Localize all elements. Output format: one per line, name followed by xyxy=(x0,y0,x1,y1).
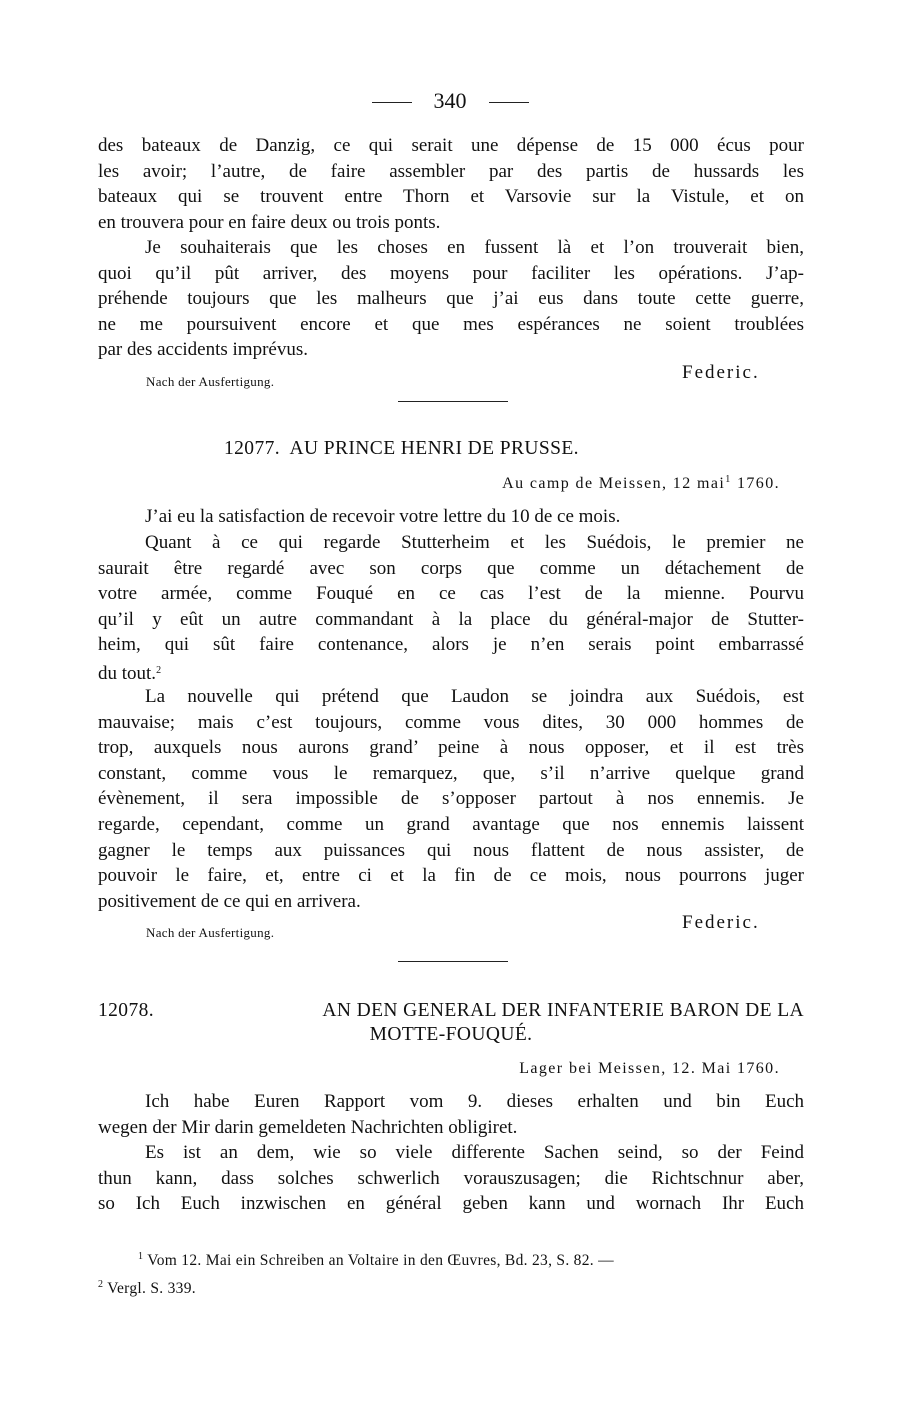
letter-title: AU PRINCE HENRI DE PRUSSE. xyxy=(289,438,579,459)
text-line: positivement de ce qui en arrivera. xyxy=(98,890,361,912)
page-number-text: 340 xyxy=(433,88,467,113)
footnote-marker: 1 xyxy=(138,1251,144,1262)
separator-rule xyxy=(398,401,508,402)
continuation-paragraph-2 xyxy=(98,235,804,363)
text-line: Es ist an dem, wie so viele differente Sachen seind, so der Feind xyxy=(145,1142,804,1163)
text-line: Ich habe Euren Rapport vom 9. dieses erhalten und bin Euch xyxy=(145,1091,804,1112)
text-line: heim, qui sût faire contenance, alors je n’en serais point embarrassé xyxy=(98,634,804,656)
footnotes xyxy=(98,1245,804,1301)
text-line: Je souhaiterais que les choses en fussent là et l’on trouverait bien, xyxy=(145,237,804,258)
letter-paragraph-1 xyxy=(98,1089,804,1140)
signature: Federic. xyxy=(682,362,760,383)
footnote-ref: 2 xyxy=(156,664,162,676)
place-date-text: Au camp de Meissen, 12 mai xyxy=(502,475,726,492)
letter-paragraph-3 xyxy=(98,684,804,914)
footnote-marker: 2 xyxy=(98,1279,104,1290)
page-number-rule-left xyxy=(372,102,412,103)
text-line: ne me poursuivent encore et que mes espérances ne soient troublées xyxy=(98,313,804,335)
footnote-1 xyxy=(98,1245,804,1273)
source-note: Nach der Ausfertigung. xyxy=(146,374,275,389)
text-line: préhende toujours que les malheurs que j’ai eus dans toute cette guerre, xyxy=(98,288,804,310)
place-date: Lager bei Meissen, 12. Mai 1760. xyxy=(519,1060,780,1077)
text-line: wegen der Mir darin gemeldeten Nachrichten obligiret. xyxy=(98,1116,518,1138)
text-line: pouvoir le faire, et, entre ci et la fin de ce mois, nous pourrons juger xyxy=(98,865,804,887)
page-number-rule-right xyxy=(489,102,529,103)
text-line: La nouvelle qui prétend que Laudon se joindra aux Suédois, est xyxy=(145,686,804,707)
text-line: bateaux qui se trouvent entre Thorn et Varsovie sur la Vistule, et on xyxy=(98,186,804,208)
text-line: J’ai eu la satisfaction de recevoir votre lettre du 10 de ce mois. xyxy=(145,506,621,527)
text-line xyxy=(98,658,804,687)
letter-heading xyxy=(98,1000,804,1046)
text-line: trop, auxquels nous aurons grand’ peine à nous opposer, et il est très xyxy=(98,737,804,759)
letter-title-line-1: AN DEN GENERAL DER INFANTERIE BARON DE LA xyxy=(322,1000,804,1021)
text-line: par des accidents imprévus. xyxy=(98,339,308,361)
place-date-year: 1760. xyxy=(731,475,780,492)
text-line: saurait être regardé avec son corps que comme un détachement de xyxy=(98,557,804,579)
text-line: mauvaise; mais c’est toujours, comme vous dites, 30 000 hommes de xyxy=(98,711,804,733)
letter-heading xyxy=(224,438,784,460)
footnote-text: Vom 12. Mai ein Schreiben an Voltaire in den Œuvres, Bd. 23, S. 82. — xyxy=(147,1252,614,1269)
letter-paragraph-2 xyxy=(98,530,804,687)
text-line-content: du tout. xyxy=(98,662,157,684)
text-line: Quant à ce qui regarde Stutterheim et les Suédois, le premier ne xyxy=(145,532,804,553)
text-line: votre armée, comme Fouqué en ce cas l’est de la mienne. Pourvu xyxy=(98,583,804,605)
letter-paragraph-1 xyxy=(98,504,804,530)
page-number xyxy=(0,88,900,114)
text-line: en trouvera pour en faire deux ou trois ponts. xyxy=(98,211,441,233)
text-line: regarde, cependant, comme un grand avantage que nos ennemis laissent xyxy=(98,813,804,835)
source-note: Nach der Ausfertigung. xyxy=(146,925,275,940)
place-date xyxy=(502,474,780,493)
footnote-text: Vergl. S. 339. xyxy=(107,1280,196,1297)
letter-number: 12077. xyxy=(224,438,281,459)
text-line: qu’il y eût un autre commandant à la place du général-major de Stutter- xyxy=(98,608,804,630)
footnote-ref: 1 xyxy=(725,474,732,485)
letter-number: 12078. xyxy=(98,1000,155,1021)
signature: Federic. xyxy=(682,912,760,933)
footnote-2 xyxy=(98,1273,804,1301)
text-line: so Ich Euch inzwischen en général geben kann und wornach Ihr Euch xyxy=(98,1193,804,1215)
text-line: évènement, il sera impossible de s’opposer partout à nos ennemis. Je xyxy=(98,788,804,810)
letter-title-line-2: MOTTE-FOUQUÉ. xyxy=(369,1024,533,1045)
text-line: thun kann, dass solches schwerlich vorauszusagen; die Richtschnur aber, xyxy=(98,1167,804,1189)
letter-paragraph-2 xyxy=(98,1140,804,1217)
text-line: constant, comme vous le remarquez, que, s’il n’arrive quelque grand xyxy=(98,762,804,784)
continuation-paragraph-1 xyxy=(98,133,804,235)
text-line: quoi qu’il pût arriver, des moyens pour faciliter les opérations. J’ap- xyxy=(98,262,804,284)
text-line: gagner le temps aux puissances qui nous flattent de nous assister, de xyxy=(98,839,804,861)
separator-rule xyxy=(398,961,508,962)
text-line: des bateaux de Danzig, ce qui serait une dépense de 15 000 écus pour xyxy=(98,135,804,156)
text-line: les avoir; l’autre, de faire assembler par des partis de hussards les xyxy=(98,160,804,182)
